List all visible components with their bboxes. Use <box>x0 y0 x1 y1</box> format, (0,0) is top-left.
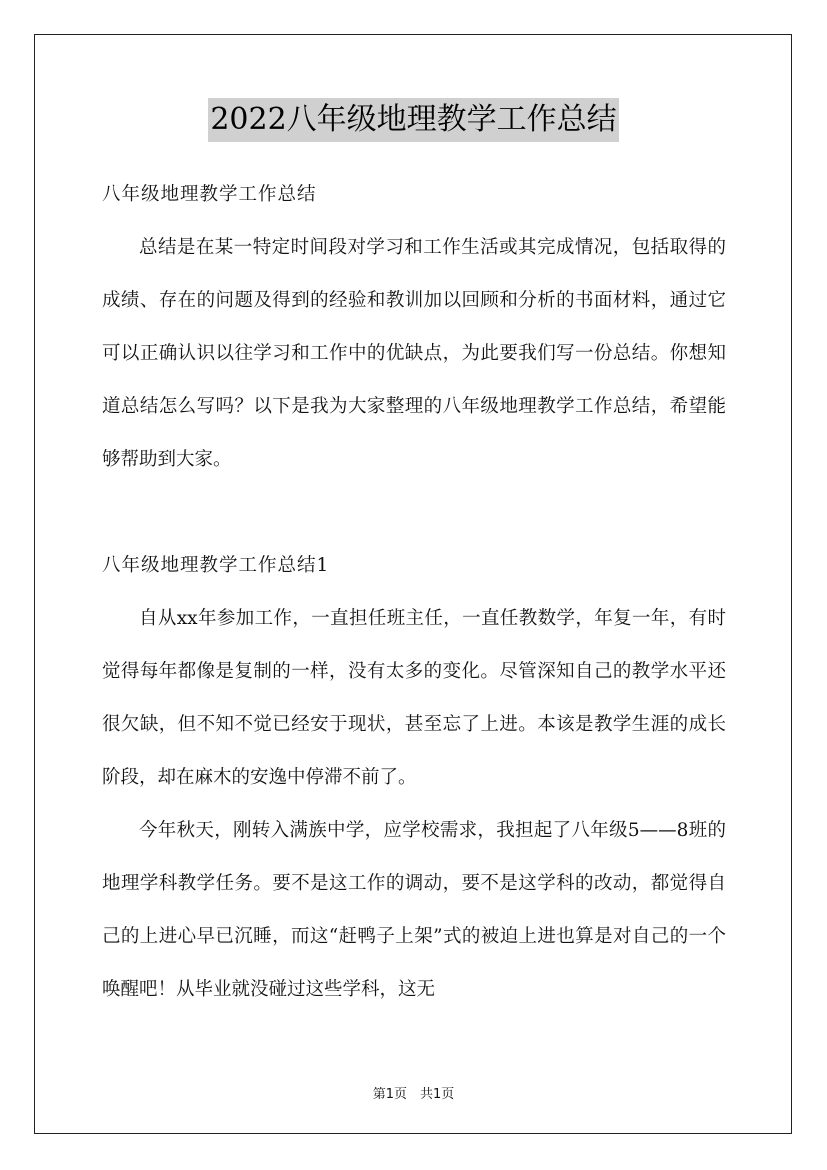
section-spacer <box>102 486 726 539</box>
document-title-container <box>0 98 827 142</box>
section1-heading: 八年级地理教学工作总结1 <box>102 555 330 576</box>
document-title: 2022八年级地理教学工作总结 <box>208 98 618 142</box>
intro-paragraph: 总结是在某一特定时间段对学习和工作生活或其完成情况，包括取得的成绩、存在的问题及得到的经验和教训加以回顾和分析的书面材料，通过它可以正确认识以往学习和工作中的优缺点，为此要我们写一份总结。你想知道总结怎么写吗？以下是我为大家整理的八年级地理教学工作总结，希望能够帮助到大家。 <box>102 237 726 470</box>
main-heading: 八年级地理教学工作总结 <box>102 184 317 205</box>
section1-paragraph-2: 今年秋天，刚转入满族中学，应学校需求，我担起了八年级5——8班的地理学科教学任务。要不是这工作的调动，要不是这学科的改动，都觉得自己的上进心早已沉睡，而这“赶鸭子上架”式的被迫上进也算是对自己的一个唤醒吧！从毕业就没碰过这些学科，这无 <box>102 820 726 1000</box>
page-footer: 第1页 共1页 <box>372 1087 455 1102</box>
document-body <box>102 168 726 1016</box>
section1-paragraph-1: 自从xx年参加工作，一直担任班主任，一直任教数学，年复一年，有时觉得每年都像是复制的一样，没有太多的变化。尽管深知自己的教学水平还很欠缺，但不知不觉已经安于现状，甚至忘了上进。本该是教学生涯的成长阶段，却在麻木的安逸中停滞不前了。 <box>102 608 726 788</box>
